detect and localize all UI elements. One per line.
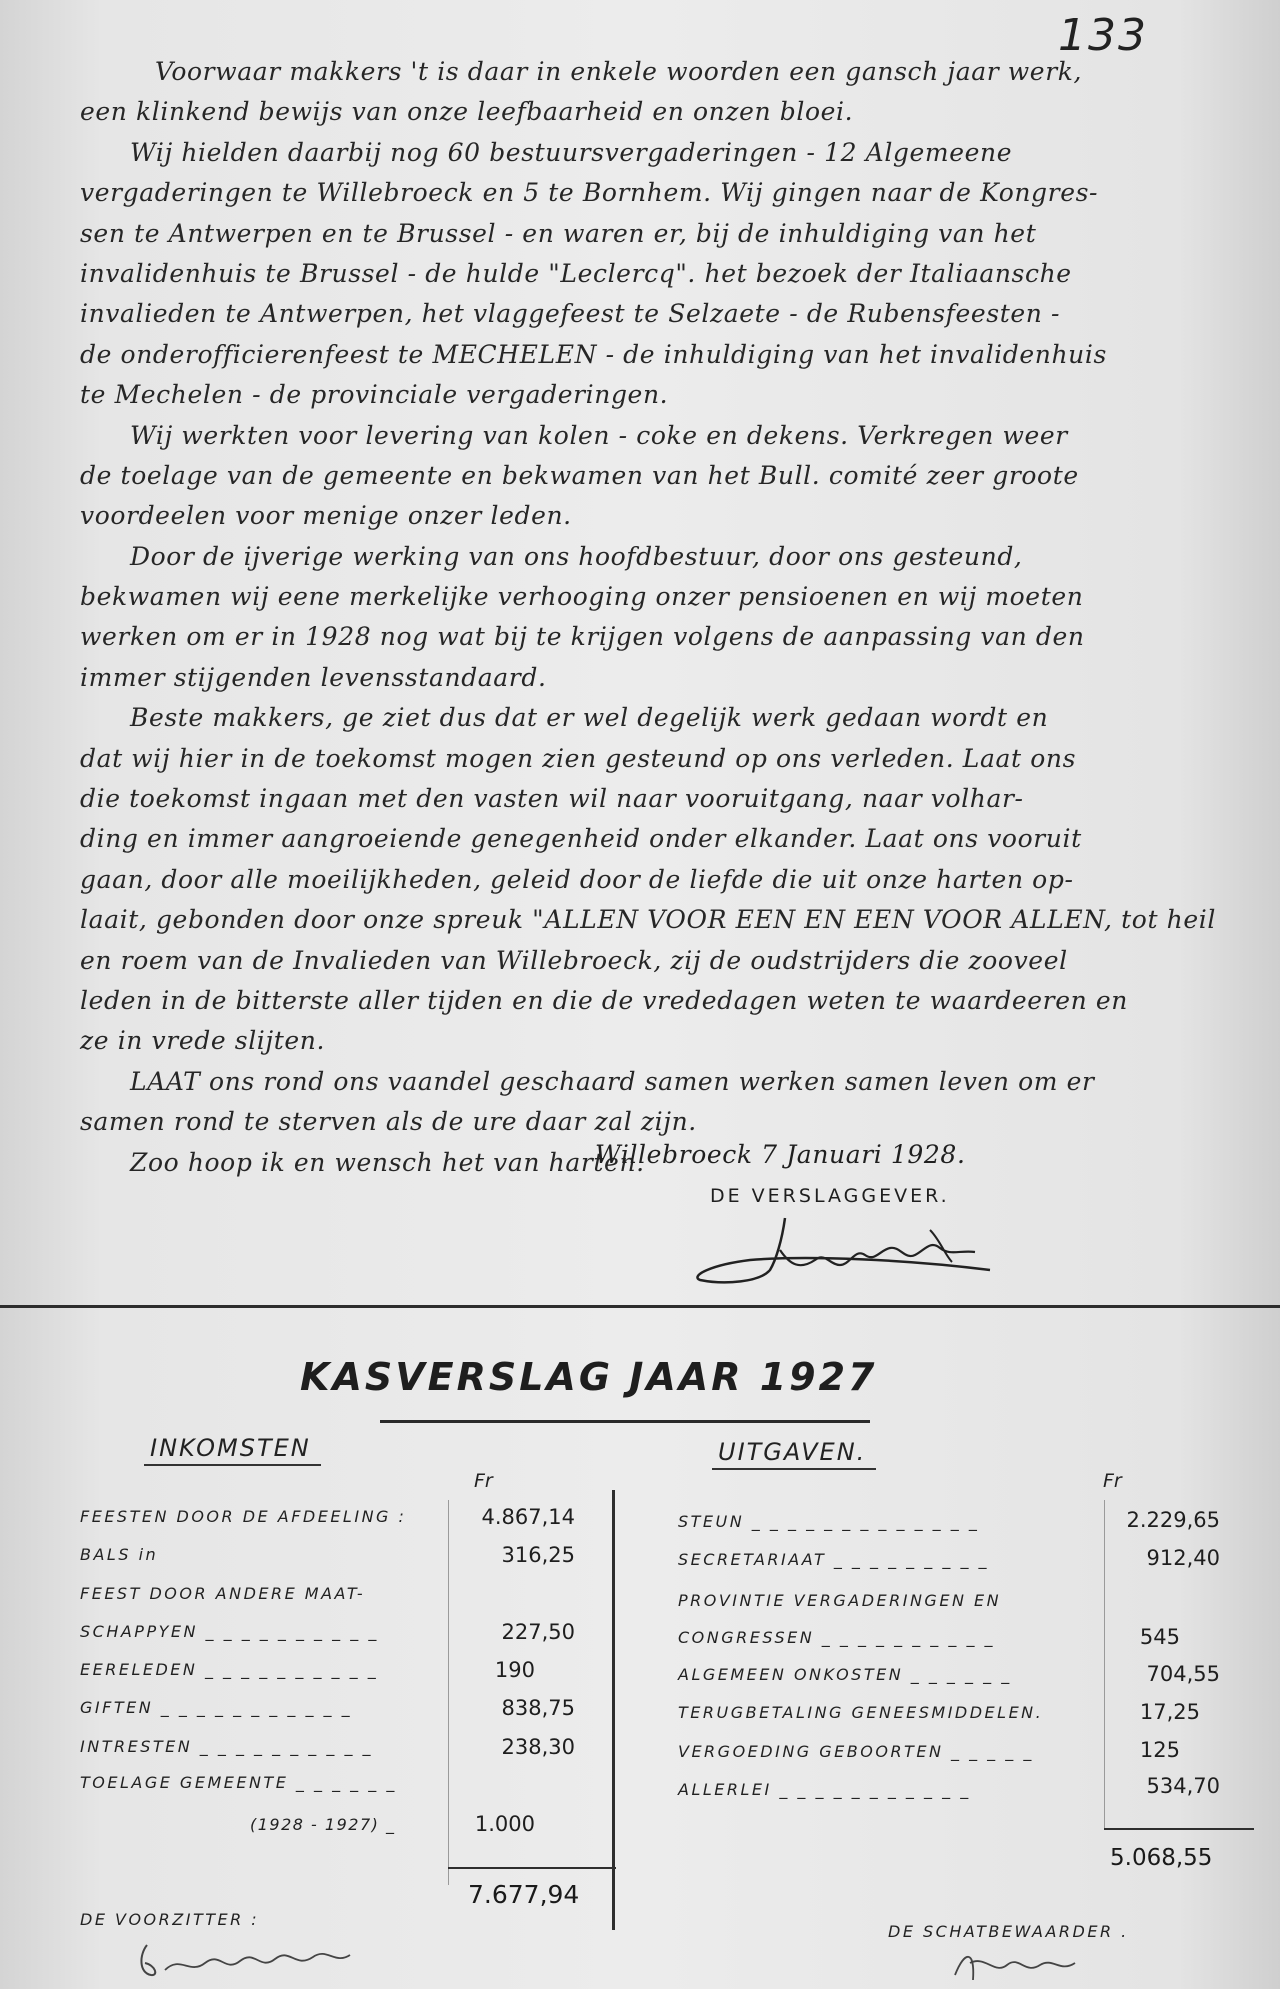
income-label: INTRESTEN _ _ _ _ _ _ _ _ _ _: [80, 1737, 374, 1756]
reporter-role: DE VERSLAGGEVER.: [710, 1185, 950, 1207]
letter-line: de onderofficierenfeest te MECHELEN - de inhuldiging van het invalidenhuis: [80, 339, 1107, 369]
page-number: 133: [1058, 10, 1148, 61]
reporter-signature: [690, 1210, 1050, 1300]
section-divider: [0, 1305, 1280, 1308]
expenses-total: 5.068,55: [1110, 1845, 1213, 1871]
expense-amount: 17,25: [1139, 1700, 1200, 1724]
letter-line: die toekomst ingaan met den vasten wil naar vooruitgang, naar volhar-: [80, 784, 1024, 814]
letter-line: laait, gebonden door onze spreuk "ALLEN VOOR EEN EN EEN VOOR ALLEN, tot heil: [80, 905, 1216, 935]
letter-line: leden in de bitterste aller tijden en die de vrededagen weten te waardeeren en: [80, 985, 1128, 1015]
expense-label: SECRETARIAAT _ _ _ _ _ _ _ _ _: [678, 1550, 990, 1569]
expense-amount: 704,55: [1146, 1662, 1220, 1686]
letter-line: sen te Antwerpen en te Brussel - en waren er, bij de inhuldiging van het: [80, 218, 1037, 248]
income-total: 7.677,94: [468, 1880, 580, 1909]
expense-label: STEUN _ _ _ _ _ _ _ _ _ _ _ _ _: [678, 1512, 980, 1531]
income-label: GIFTEN _ _ _ _ _ _ _ _ _ _ _: [80, 1698, 353, 1717]
letter-line: voordeelen voor menige onzer leden.: [80, 501, 572, 531]
income-total-rule: [448, 1867, 616, 1869]
expenses-currency: Fr: [1103, 1470, 1122, 1492]
letter-line: Door de ijverige werking van ons hoofdbestuur, door ons gesteund,: [130, 541, 1023, 571]
letter-line: Wij hielden daarbij nog 60 bestuursvergaderingen - 12 Algemeene: [130, 137, 1013, 167]
income-amount: 227,50: [501, 1620, 575, 1644]
income-label: FEESTEN DOOR DE AFDEELING :: [80, 1507, 407, 1526]
president-signature: [135, 1935, 365, 1985]
expense-amount: 912,40: [1146, 1546, 1220, 1570]
letter-line: ding en immer aangroeiende genegenheid onder elkander. Laat ons vooruit: [80, 824, 1082, 854]
expense-label: TERUGBETALING GENEESMIDDELEN.: [678, 1703, 1044, 1722]
expense-amount: 125: [1139, 1738, 1180, 1762]
letter-line: invalidenhuis te Brussel - de hulde "Leclercq". het bezoek der Italiaansche: [80, 258, 1072, 288]
income-amount: 190: [494, 1658, 535, 1682]
title-underline: [380, 1420, 870, 1423]
letter-line: samen rond te sterven als de ure daar zal zijn.: [80, 1107, 697, 1137]
expense-label: PROVINTIE VERGADERINGEN EN: [678, 1591, 1002, 1610]
letter-line: Beste makkers, ge ziet dus dat er wel degelijk werk gedaan wordt en: [130, 703, 1049, 733]
expense-amount: 2.229,65: [1126, 1508, 1220, 1532]
expense-label: ALLERLEI _ _ _ _ _ _ _ _ _ _ _: [678, 1780, 971, 1799]
letter-line: gaan, door alle moeilijkheden, geleid door de liefde die uit onze harten op-: [80, 864, 1074, 894]
treasurer-signature: [945, 1945, 1095, 1985]
income-amount: 1.000: [474, 1812, 535, 1836]
income-label: EERELEDEN _ _ _ _ _ _ _ _ _ _: [80, 1660, 379, 1679]
treasurer-label: DE SCHATBEWAARDER .: [888, 1922, 1129, 1941]
letter-line: Voorwaar makkers 't is daar in enkele woorden een gansch jaar werk,: [155, 57, 1083, 86]
income-currency: Fr: [474, 1470, 493, 1492]
income-label: BALS in: [80, 1545, 159, 1564]
letter-line: te Mechelen - de provinciale vergaderingen.: [80, 380, 669, 410]
expense-amount: 545: [1139, 1625, 1180, 1649]
report-title: KASVERSLAG JAAR 1927: [300, 1355, 878, 1399]
letter-line: werken om er in 1928 nog wat bij te krijgen volgens de aanpassing van den: [80, 622, 1085, 652]
letter-line: en roem van de Invalieden van Willebroeck, zij de oudstrijders die zooveel: [80, 945, 1068, 975]
income-amount: 316,25: [501, 1543, 575, 1567]
expenses-heading: UITGAVEN.: [718, 1438, 867, 1466]
income-label: SCHAPPYEN _ _ _ _ _ _ _ _ _ _: [80, 1622, 379, 1641]
income-label: FEEST DOOR ANDERE MAAT-: [80, 1584, 366, 1603]
expenses-total-rule: [1104, 1828, 1254, 1830]
letter-line: ze in vrede slijten.: [80, 1026, 326, 1056]
letter-body: [80, 52, 1260, 1183]
income-heading: INKOMSTEN: [150, 1434, 311, 1462]
letter-line: Zoo hoop ik en wensch het van harten.: [130, 1147, 645, 1177]
letter-line: LAAT ons rond ons vaandel geschaard samen werken samen leven om er: [130, 1066, 1095, 1096]
letter-line: de toelage van de gemeente en bekwamen van het Bull. comité zeer groote: [80, 460, 1079, 490]
letter-line: immer stijgenden levensstandaard.: [80, 662, 547, 692]
letter-line: bekwamen wij eene merkelijke verhooging onzer pensioenen en wij moeten: [80, 582, 1084, 612]
expense-amount: 534,70: [1146, 1774, 1220, 1798]
letter-line: dat wij hier in de toekomst mogen zien gesteund op ons verleden. Laat ons: [80, 743, 1076, 773]
letter-line: invalieden te Antwerpen, het vlaggefeest te Selzaete - de Rubensfeesten -: [80, 299, 1061, 329]
place-date: Willebroeck 7 Januari 1928.: [595, 1140, 966, 1169]
letter-line: een klinkend bewijs van onze leefbaarheid en onzen bloei.: [80, 97, 854, 127]
expense-label: VERGOEDING GEBOORTEN _ _ _ _ _: [678, 1742, 1034, 1761]
income-amount: 4.867,14: [481, 1505, 575, 1529]
expense-label: ALGEMEEN ONKOSTEN _ _ _ _ _ _: [678, 1665, 1012, 1684]
expense-label: CONGRESSEN _ _ _ _ _ _ _ _ _ _: [678, 1628, 996, 1647]
income-label: (1928 - 1927) _: [250, 1815, 396, 1834]
income-right-border: [612, 1490, 615, 1930]
income-column-line: [448, 1500, 449, 1885]
president-label: DE VOORZITTER :: [80, 1910, 260, 1929]
income-amount: 238,30: [501, 1735, 575, 1759]
letter-line: Wij werkten voor levering van kolen - coke en dekens. Verkregen weer: [130, 420, 1068, 450]
letter-line: vergaderingen te Willebroeck en 5 te Bornhem. Wij gingen naar de Kongres-: [80, 178, 1099, 208]
income-label: TOELAGE GEMEENTE _ _ _ _ _ _: [80, 1773, 397, 1792]
income-amount: 838,75: [501, 1696, 575, 1720]
